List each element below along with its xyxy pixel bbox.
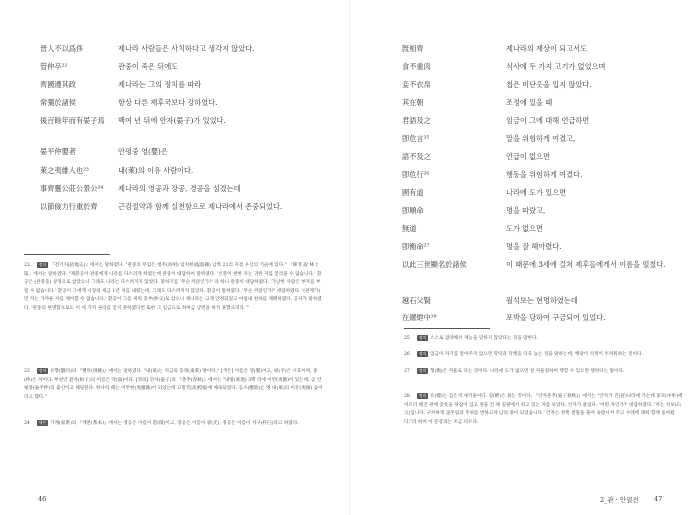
footnote-text: 『전기지(括地志)』에서는 말하였다. "관중의 무덤은 청주(靑州) 임치현(臨淄縣) 남쪽 21리 지점 우산의 기슭에 있다." 「韓非 說 林上篇」에서는 말하였다. "제환공이 관중에게 나라를 다스리게 하였는데 관중이 대답하여 말하였다. '신분이 천한 자는 귀한 자를 굴리올 수 없습니다.' 환공은 (관중을) 상경으로 삼았으나 그래도 나라는 다스려지지 않았다. 말하기를 '무슨 까닭인가?' 라 하니 관중이 대답하였다. '가난한 사람은 부자를 부릴 수 없습니다.' 환공이 그에게 시장의 세금 1년 치를 내렸는데, 그래도 다스려지지 않았다. 환공이 말하였다. '무슨 까닭인가?' 대답하였다. '(관계가) 먼 자는 가까운 자를 제어할 수 없습니다.' 환공이 그를 세워 중부(仲父)로 삼으니 제나라는 크게 안정되었고 마침내 천하를 제패하였다. 공자가 말하였다. '관중의 현명함으로도 이 세 가지 권리를 얻지 못하였다면 또한 그 임금으로 하여금 남면을 하지 못했으리라.'": [24, 263, 322, 311]
classical-chinese-text: 晉人不以爲侈: [40, 44, 84, 53]
footnote: [404, 368, 684, 377]
footnote-number: 27: [404, 369, 410, 374]
footnote-text: 스스로 겸양해서 재능을 믿하지 않았다는 것을 말한다.: [430, 336, 538, 341]
footnote: [404, 335, 684, 344]
korean-translation: 말을 위험하게 여겼고,: [506, 134, 576, 143]
classical-chinese-text: 食不重肉: [402, 62, 431, 71]
running-head: 2_관 · 안열전: [600, 496, 639, 504]
korean-translation: 제나라의 영공과 장공, 경공을 섬겼는데: [118, 184, 241, 193]
footnote-divider: [404, 328, 490, 329]
korean-translation: 안평중 영(嬰)은: [118, 147, 168, 156]
footnote-number: 24: [24, 421, 30, 426]
classical-chinese-text: 語不及之: [402, 152, 431, 161]
korean-translation: 나라에 도가 있으면: [506, 188, 567, 197]
classical-chinese-text: 萊之夷維人也²³: [40, 166, 89, 175]
classical-chinese-text: 卽危行²⁶: [402, 170, 430, 179]
classical-chinese-text: 卽危言²⁵: [402, 134, 430, 143]
korean-translation: 근검절약과 함께 실천함으로 제나라에서 존중되었다.: [118, 202, 283, 211]
korean-translation: 제나라의 재상이 되고서도: [506, 44, 587, 53]
classical-chinese-text: 越石父賢: [402, 296, 431, 305]
korean-translation: 조정에 있을 때: [506, 98, 553, 107]
korean-translation: 도가 없으면: [506, 224, 544, 233]
korean-translation: 명을 잘 헤아렸다.: [506, 242, 562, 251]
classical-chinese-text: 無道: [402, 224, 417, 233]
korean-translation: 항상 다른 제후국보다 강하였다.: [118, 98, 218, 107]
classical-chinese-text: 旣相齊: [402, 44, 424, 53]
footnote-number: 23: [24, 369, 30, 374]
classical-chinese-text: 以節儉力行重於齊: [40, 202, 98, 211]
classical-chinese-text: 以此三世顯名於諸侯: [402, 260, 467, 269]
classical-chinese-text: 管仲卒²²: [40, 62, 68, 71]
footnote-number: 26: [404, 352, 410, 357]
footnote: [24, 420, 324, 429]
footnote-number: 28: [404, 394, 410, 399]
footnote-text: 가계(家系)의 『계본(系本)』에서는 영공은 이름이 환(環)이고, 장공은 이름이 광(光), 경공은 이름이 저구(杵臼)라고 하였다.: [50, 421, 299, 426]
footnote-text: 임금이 자기를 알아주지 않으면 학덕과 덕행을 더욱 높는 것을 말하는데, 행당이 억정이 두려워하는 것이다.: [430, 352, 643, 357]
korean-translation: 제나라는 그의 정치를 따라: [118, 80, 202, 89]
korean-translation: 이 때문에 3세에 걸쳐 제후들에게서 이름을 떨쳤다.: [506, 260, 666, 269]
korean-translation: 식사에 두 가지 고기가 없었으며: [506, 62, 606, 71]
source-tag: 정의: [38, 262, 47, 267]
classical-chinese-text: 在縲紲中²⁸: [402, 313, 437, 322]
classical-chinese-text: 卽衡命²⁷: [402, 242, 430, 251]
source-tag: 색은: [38, 420, 47, 425]
footnote-text: 유(縲)는 검은색 새끼줄이다. 설(紲)은 묶는 것이다. 『안자춘추(晏子春秋)』에서는 "안자가 진(晉)나라에 가는데 중모(中牟)에 이르러 해진 관에 갖옷을 뒤집어 입고 섶을 진 채 길옆에서 쉬고 있는 자를 보았다. 안자가 물었다. '어떤 자인가?' 대답하였다. '저는 석보(石父)입니다. 구차하게 굶주림과 추위를 면하고자 남의 종이 되었습니다.' 안자는 왼쪽 곁말을 풀어 속량시켜 주고 수레에 태워 함께 돌아왔다."라 하여 이 문장과는 조금 다르다.: [404, 394, 683, 425]
classical-chinese-text: 國有道: [402, 188, 424, 197]
korean-translation: 월석보는 현명하였는데: [506, 296, 578, 305]
classical-chinese-text: 妾不衣帛: [402, 80, 431, 89]
classical-chinese-text: 晏平仲嬰者: [40, 147, 76, 156]
korean-translation: 명을 따랐고,: [506, 206, 546, 215]
korean-translation: 임금이 그에 대해 언급하면: [506, 116, 590, 125]
korean-translation: 첩은 비단옷을 입지 않았다.: [506, 80, 592, 89]
footnote-divider: [24, 254, 110, 255]
footnote-text: 유향(劉向)의 『별록(別錄)』에서는 말하였다. "내(萊)는 지금의 동래(東萊) 땅이다." [색은] 이름은 영(嬰)이고, 평(平)은 시호이며, 중(仲)은 자이다. 부친인 환자(桓子)의 이름은 약(弱)이다. [정의] 안자(晏子)의 『춘추(春秋)』에서는 "내땅(萊地) 3백 리에 이만(夷蠻)이 있는데, 곧 안평중(晏平仲)의 출신이고 해당된다. 한나라 때는 이만현(夷蠻縣)이 되었는데 고밀국(高密國)에 예속되었다. 응소(應劭)는 옛 내(萊)의 이유(夷維) 읍이라고 했다.": [24, 369, 323, 400]
classical-chinese-text: 事齊靈公莊公景公²⁴: [40, 184, 104, 193]
korean-translation: 포박을 당하여 구금되어 있었다.: [506, 313, 606, 322]
page-number-right: 47: [654, 495, 663, 503]
footnote: [404, 351, 684, 360]
footnote-number: 22: [24, 263, 30, 268]
footnote: [24, 262, 324, 313]
footnote-text: 형(衡)은 저울로 다는 것이다. 나라에 도가 없으면 잘 저울질하여 행할 수 있으면 행한다는 말이다.: [430, 369, 625, 374]
korean-translation: 내(萊)의 이유 사람이다.: [118, 166, 194, 175]
right-page: [350, 0, 700, 515]
source-tag: 정의: [418, 368, 427, 373]
classical-chinese-text: 齊國遵其政: [40, 80, 76, 89]
source-tag: 정의: [418, 335, 427, 340]
source-tag: 정의: [418, 351, 427, 356]
source-tag: 정의: [418, 393, 427, 398]
footnote: [404, 393, 684, 427]
korean-translation: 언급이 없으면: [506, 152, 550, 161]
classical-chinese-text: 卽順命: [402, 206, 424, 215]
korean-translation: 관중이 죽은 뒤에도: [118, 62, 179, 71]
footnote-number: 25: [404, 336, 410, 341]
korean-translation: 제나라 사람들은 사치하다고 생각지 않았다.: [118, 44, 255, 53]
page-number-left: 46: [38, 495, 47, 503]
classical-chinese-text: 其在朝: [402, 98, 424, 107]
classical-chinese-text: 君語及之: [402, 116, 431, 125]
classical-chinese-text: 後百餘年而有晏子焉: [40, 116, 105, 125]
korean-translation: 행동을 위험하게 여겼다.: [506, 170, 583, 179]
source-tag: 정의: [38, 368, 47, 373]
classical-chinese-text: 常彊於諸侯: [40, 98, 76, 107]
korean-translation: 백여 년 뒤에 안자(晏子)가 있었다.: [118, 116, 226, 125]
footnote: [24, 368, 324, 402]
